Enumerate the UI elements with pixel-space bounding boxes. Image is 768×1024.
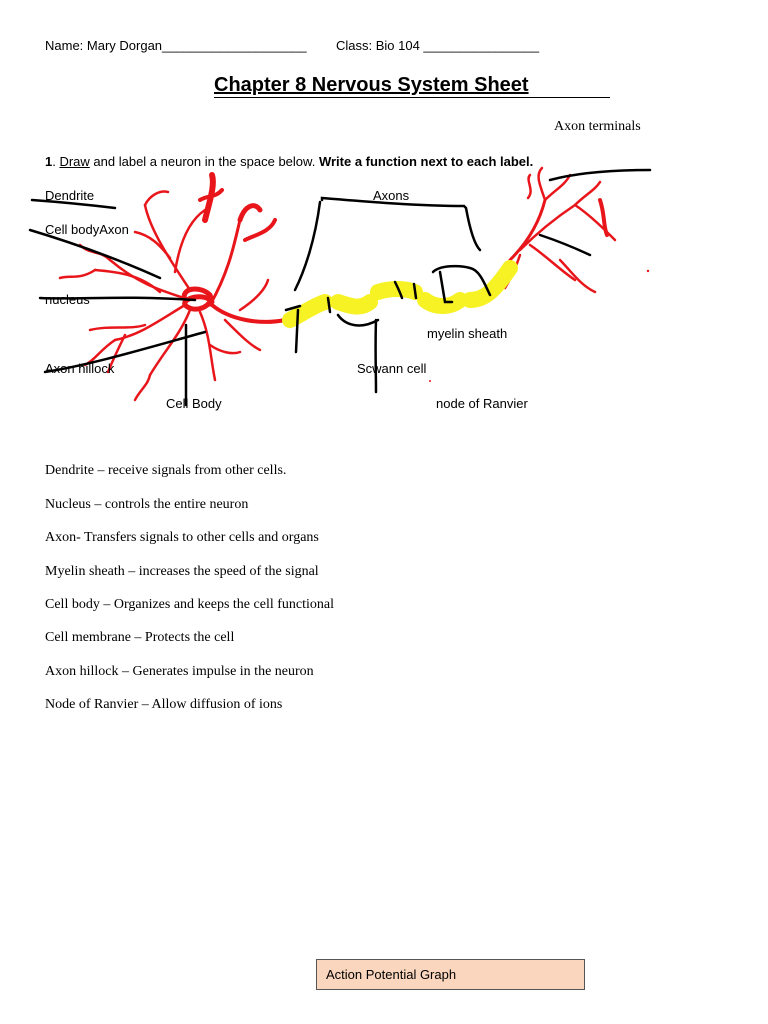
action-potential-label: Action Potential Graph xyxy=(326,967,457,982)
label-cell-body: Cell Body xyxy=(166,396,222,411)
title-underline xyxy=(214,97,610,98)
question-text: and label a neuron in the space below. xyxy=(89,154,319,169)
class-field: Class: Bio 104 ________________ xyxy=(336,38,540,53)
function-cell-membrane: Cell membrane – Protects the cell xyxy=(45,630,235,645)
question-bold-text: Write a function next to each label. xyxy=(318,154,534,169)
label-node-of-ranvier: node of Ranvier xyxy=(436,396,528,411)
label-cell-body-axon: Cell bodyAxon xyxy=(45,222,129,237)
action-potential-box xyxy=(316,959,585,990)
label-lines xyxy=(30,170,650,405)
function-axon-hillock: Axon hillock – Generates impulse in the neuron xyxy=(45,664,314,679)
label-axon-hillock: Axon hillock xyxy=(45,361,115,376)
label-nucleus: nucleus xyxy=(45,292,90,307)
label-axon-terminals: Axon terminals xyxy=(554,119,641,134)
label-dendrite: Dendrite xyxy=(45,188,95,203)
label-schwann-cell: Scwann cell xyxy=(357,361,427,376)
page-title: Chapter 8 Nervous System Sheet xyxy=(214,74,529,96)
function-cell-body: Cell body – Organizes and keeps the cell functional xyxy=(45,597,334,612)
label-myelin-sheath: myelin sheath xyxy=(427,326,508,341)
question-number: 1 xyxy=(45,154,53,169)
label-axons: Axons xyxy=(373,188,410,203)
name-field: Name: Mary Dorgan____________________ xyxy=(45,38,307,53)
question-period: . xyxy=(52,154,60,169)
function-myelin-sheath: Myelin sheath – increases the speed of the signal xyxy=(45,564,319,579)
dendrites-drawing xyxy=(60,168,615,400)
function-nucleus: Nucleus – controls the entire neuron xyxy=(45,497,249,512)
function-axon: Axon- Transfers signals to other cells and organs xyxy=(45,530,319,545)
function-node-of-ranvier: Node of Ranvier – Allow diffusion of ions xyxy=(45,697,283,712)
question-draw-word: Draw xyxy=(59,154,90,169)
function-dendrite: Dendrite – receive signals from other cells. xyxy=(45,463,287,478)
stray-marks xyxy=(429,160,649,382)
